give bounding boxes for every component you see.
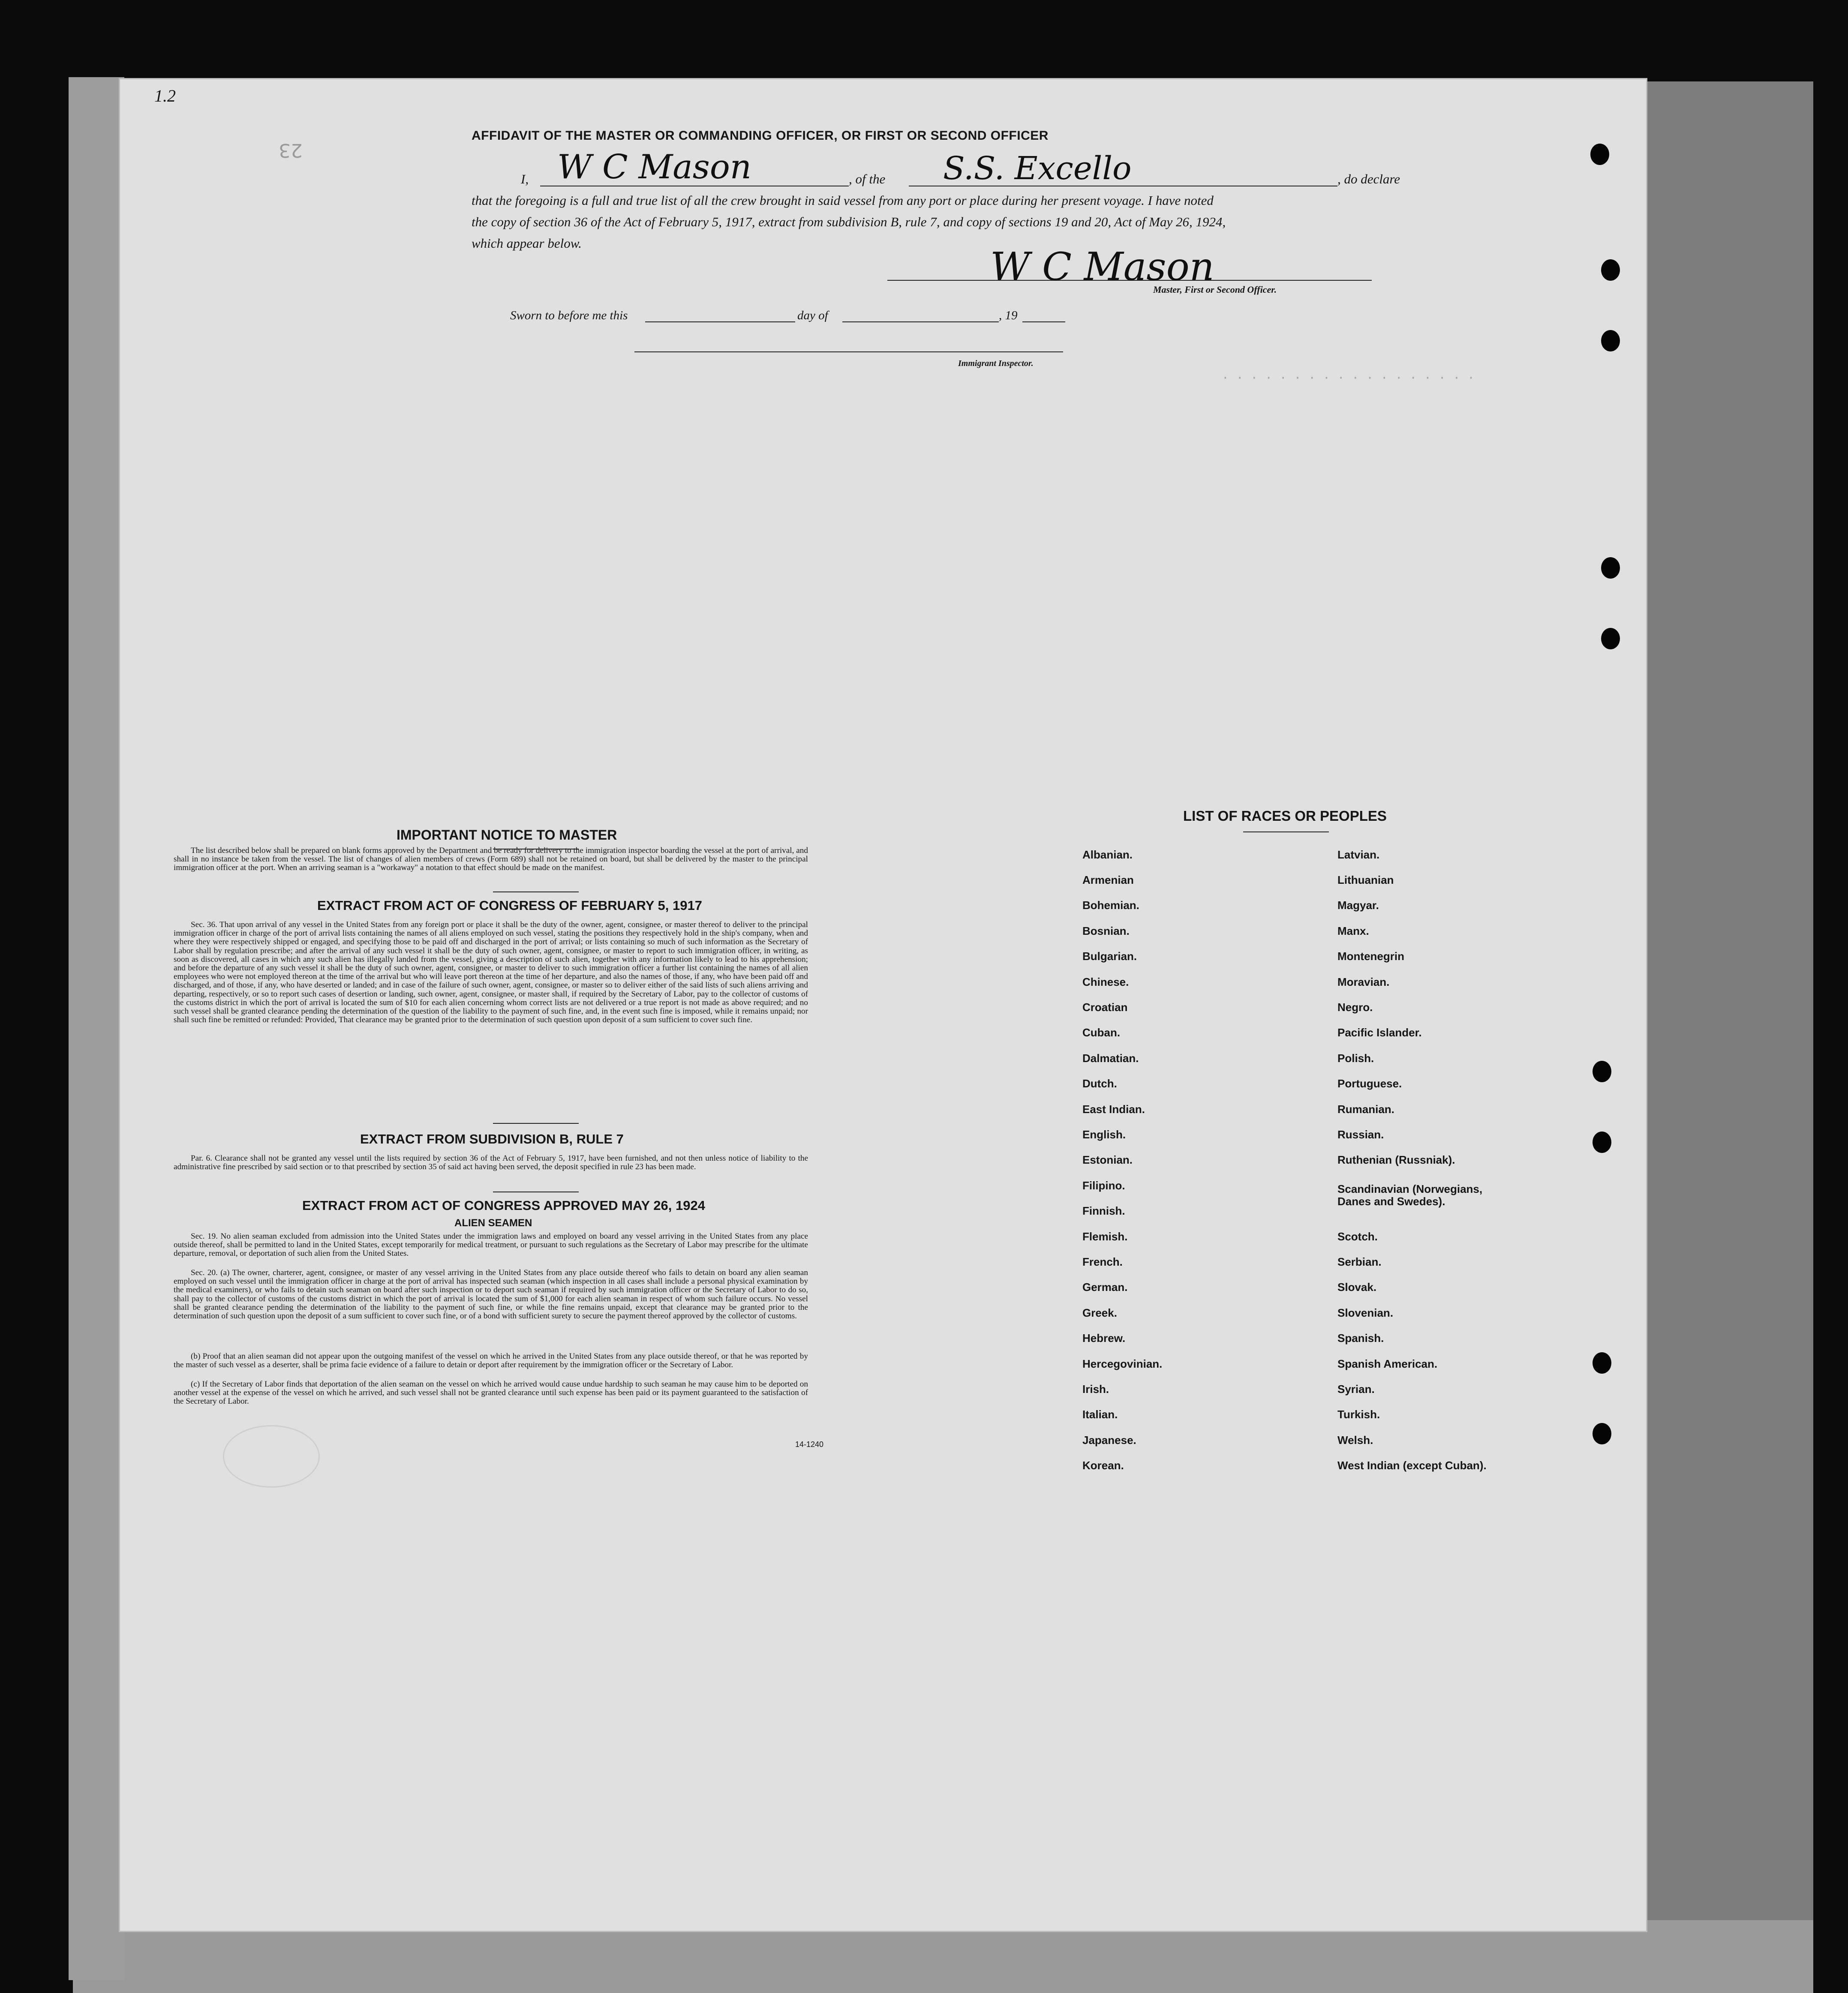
sworn-text: Sworn to before me this: [510, 309, 628, 322]
extract-1924-title: EXTRACT FROM ACT OF CONGRESS APPROVED MAY 26, 1924: [302, 1198, 705, 1213]
signature: W C Mason: [990, 244, 1214, 289]
race-item: Greek.: [1082, 1306, 1117, 1319]
race-item: Pacific Islander.: [1337, 1026, 1422, 1039]
race-item: East Indian.: [1082, 1103, 1145, 1116]
race-item: Lithuanian: [1337, 873, 1394, 886]
race-item: Chinese.: [1082, 975, 1129, 988]
race-item: Dalmatian.: [1082, 1052, 1139, 1065]
race-item: Hebrew.: [1082, 1332, 1126, 1345]
race-item: Spanish American.: [1337, 1357, 1438, 1370]
punch-hole: [1593, 1061, 1611, 1082]
race-item: Moravian.: [1337, 975, 1390, 988]
race-item: Bulgarian.: [1082, 950, 1137, 963]
race-item: Irish.: [1082, 1383, 1109, 1396]
day-of-text: day of: [797, 309, 828, 322]
race-item: Scandinavian (Norwegians, Danes and Swedes).: [1337, 1183, 1483, 1208]
race-item: Montenegrin: [1337, 950, 1404, 963]
race-item: German.: [1082, 1281, 1128, 1294]
race-item: Japanese.: [1082, 1434, 1136, 1447]
race-item: Ruthenian (Russniak).: [1337, 1153, 1455, 1166]
subdivision-title: EXTRACT FROM SUBDIVISION B, RULE 7: [360, 1132, 624, 1147]
race-item: Polish.: [1337, 1052, 1374, 1065]
back-page-bottom: [73, 1920, 1813, 1993]
race-item: Manx.: [1337, 924, 1369, 937]
punch-hole: [1590, 144, 1609, 165]
affidavit-line-4: which appear below.: [472, 236, 582, 251]
corner-mark: 1.2: [154, 86, 176, 105]
document-page: [120, 79, 1646, 1931]
race-item: Turkish.: [1337, 1408, 1380, 1421]
of-the-text: , of the: [849, 171, 886, 186]
page-number: 23: [279, 139, 303, 161]
race-item: Italian.: [1082, 1408, 1118, 1421]
race-item: Filipino.: [1082, 1179, 1125, 1192]
race-item: Finnish.: [1082, 1204, 1125, 1217]
race-item: Albanian.: [1082, 848, 1133, 861]
race-item: Flemish.: [1082, 1230, 1128, 1243]
race-item: Dutch.: [1082, 1077, 1117, 1090]
race-item: West Indian (except Cuban).: [1337, 1459, 1487, 1472]
race-item: Serbian.: [1337, 1255, 1382, 1268]
race-item: Scotch.: [1337, 1230, 1378, 1243]
race-item: Bohemian.: [1082, 899, 1139, 912]
punch-hole: [1601, 628, 1620, 649]
signature-caption: Master, First or Second Officer.: [1153, 284, 1277, 295]
sec20a-text: Sec. 20. (a) The owner, charterer, agent, consignee, or master of any vessel arriving in the United States from any place outside thereof who fails to detain on board any alien seaman employed on such vessel until the immigration officer in charge at the port of arrival has inspected such seaman (which inspection in all cases shall include a personal physical examination by the medical examiners), or who fails to detain such seaman on board after such inspection or to deport such seaman if required by such immigration officer or the Secretary of Labor to do so, shall pay to the collector of customs of the customs district in which the port of arrival is located the sum of $1,000 for each alien seaman in respect of whom such failure occurs. No vessel shall be granted clearance pending the determination of the liability to the payment of such fine, or while the fine remains unpaid, except that clearance may be granted prior to the determination of such question upon the deposit of a sum sufficient to cover such fine, or of a bond with sufficient surety to secure the payment thereof approved by the collector of customs.: [174, 1268, 808, 1321]
race-item: Estonian.: [1082, 1153, 1133, 1166]
race-item: Welsh.: [1337, 1434, 1373, 1447]
race-item: Hercegovinian.: [1082, 1357, 1163, 1370]
extract-1917-text: Sec. 36. That upon arrival of any vessel in the United States from any foreign port or place it shall be the duty of the owner, agent, consignee, or master thereof to deliver to the principal immigration officer in charge of the port of arrival lists containing the names of all aliens employed on such vessel, stating the positions they respectively hold in the ship's company, when and where they were respectively shipped or engaged, and specifying those to be paid off and discharged in the port of arrival; or lists containing so much of such information as the Secretary of Labor shall by regulation prescribe; and after the arrival of any such vessel it shall be the duty of such owner, agent, consignee, or master to report to such immigration officer, in writing, as soon as discovered, all cases in which any such alien has illegally landed from the vessel, giving a description of such alien, together with any information likely to lead to his apprehension; and before the departure of any such vessel it shall be the duty of such owner, agent, consignee, or master to deliver to such immigration officer a further list containing the names of all alien employees who were not employed thereon at the time of the arrival but who will leave port thereon at the time of her departure, and also the names of those, if any, who have been paid off and discharged, and of those, if any, who have deserted or landed; and in case of the failure of such owner, agent, consignee, or master so to deliver either of the said lists of such aliens arriving and departing, respectively, or so to report such cases of desertion or landing, such owner, agent, consignee, or master shall, if required by the Secretary of Labor, pay to the collector of customs of the customs district in which the port of arrival is located the sum of $10 for each alien concerning whom correct lists are not delivered or a true report is not made as above required; and no such vessel shall be granted clearance pending the determination of the question of the liability to the payment of such fine, and, in the event such fine is imposed, while it remains unpaid; nor shall such fine be remitted or refunded: Provided, That clearance may be granted prior to the determination of such question upon deposit of a sum sufficient to cover such fine.: [174, 920, 808, 1025]
word-i: I,: [521, 171, 529, 186]
notice-title: IMPORTANT NOTICE TO MASTER: [397, 827, 617, 843]
embossed-seal: [223, 1425, 320, 1488]
race-item: Slovenian.: [1337, 1306, 1394, 1319]
signer-name-handwritten: W C Mason: [557, 148, 752, 186]
race-item: Negro.: [1337, 1001, 1373, 1014]
sec19-text: Sec. 19. No alien seaman excluded from admission into the United States under the immigration laws and employed on board any vessel arriving in the United States from any place outside thereof, shall be permitted to land in the United States, except temporarily for medical treatment, or pursuant to such regulations as the Secretary of Labor may prescribe for the ultimate departure, removal, or deportation of such alien from the United States.: [174, 1232, 808, 1258]
affidavit-line-2: that the foregoing is a full and true list of all the crew brought in said vessel from any port or place during her present voyage. I have noted: [472, 193, 1214, 208]
year-prefix: , 19: [999, 309, 1018, 322]
back-page-right: [1642, 81, 1813, 1993]
race-item: Armenian: [1082, 873, 1134, 886]
punch-hole: [1601, 557, 1620, 579]
race-item: Latvian.: [1337, 848, 1380, 861]
punch-hole: [1593, 1132, 1611, 1153]
vessel-name-handwritten: S.S. Excello: [943, 150, 1132, 187]
race-item: Slovak.: [1337, 1281, 1377, 1294]
race-item: Portuguese.: [1337, 1077, 1402, 1090]
affidavit-line-3: the copy of section 36 of the Act of February 5, 1917, extract from subdivision B, rule 7, and copy of sections 19 and 20, Act of May 26, 1924,: [472, 214, 1226, 229]
sec20c-text: (c) If the Secretary of Labor finds that deportation of the alien seaman on the vessel on which he arrived would cause undue hardship to such seaman he may cause him to be deported on another vessel at the expense of the vessel on which he arrived, and such vessel shall not be granted clearance until such expense has been paid or its payment guaranteed to the satisfaction of the Secretary of Labor.: [174, 1380, 808, 1406]
race-item: Spanish.: [1337, 1332, 1384, 1345]
race-item: Syrian.: [1337, 1383, 1375, 1396]
bleed-through-text: · · · · · · · · · · · · · · · · · ·: [1222, 371, 1475, 385]
race-item: Magyar.: [1337, 899, 1379, 912]
race-item: Cuban.: [1082, 1026, 1121, 1039]
race-item: Korean.: [1082, 1459, 1124, 1472]
punch-hole: [1593, 1352, 1611, 1374]
race-item: Russian.: [1337, 1128, 1384, 1141]
race-item: Croatian: [1082, 1001, 1128, 1014]
do-declare-text: , do declare: [1337, 171, 1400, 186]
punch-hole: [1601, 259, 1620, 281]
race-item: French.: [1082, 1255, 1123, 1268]
back-page-left: [69, 77, 124, 1980]
punch-hole: [1601, 330, 1620, 351]
extract-1917-title: EXTRACT FROM ACT OF CONGRESS OF FEBRUARY 5, 1917: [317, 898, 702, 913]
form-number: 14-1240: [795, 1440, 824, 1449]
sec20b-text: (b) Proof that an alien seaman did not appear upon the outgoing manifest of the vessel on which he arrived in the United States from any place outside thereof, or that he was reported by the master of such vessel as a deserter, shall be prima facie evidence of a failure to detain or deport after requirement by the immigration officer or the Secretary of Labor.: [174, 1352, 808, 1370]
punch-hole: [1593, 1423, 1611, 1444]
subdivision-text: Par. 6. Clearance shall not be granted any vessel until the lists required by section 36 of the Act of February 5, 1917, have been furnished, and not then unless notice of liability to the administrative fine prescribed by said section or to that prescribed by section 35 of said act having been served, the deposit specified in rule 23 has been made.: [174, 1154, 808, 1172]
races-title: LIST OF RACES OR PEOPLES: [1183, 808, 1387, 824]
inspector-caption: Immigrant Inspector.: [958, 359, 1034, 368]
race-item: English.: [1082, 1128, 1126, 1141]
race-item: Bosnian.: [1082, 924, 1130, 937]
race-item: Rumanian.: [1337, 1103, 1394, 1116]
alien-seamen-subtitle: ALIEN SEAMEN: [454, 1217, 532, 1229]
affidavit-title: AFFIDAVIT OF THE MASTER OR COMMANDING OFFICER, OR FIRST OR SECOND OFFICER: [472, 129, 1049, 143]
notice-text: The list described below shall be prepared on blank forms approved by the Department and be ready for delivery to the immigration inspector boarding the vessel at the port of arrival, and shall in no instance be taken from the vessel. The list of changes of alien members of crews (Form 689) shall not be retained on board, but shall be delivered by the master to the principal immigration officer at the port. When an arriving seaman is a "workaway" a notation to that effect should be made on the manifest.: [174, 846, 808, 873]
